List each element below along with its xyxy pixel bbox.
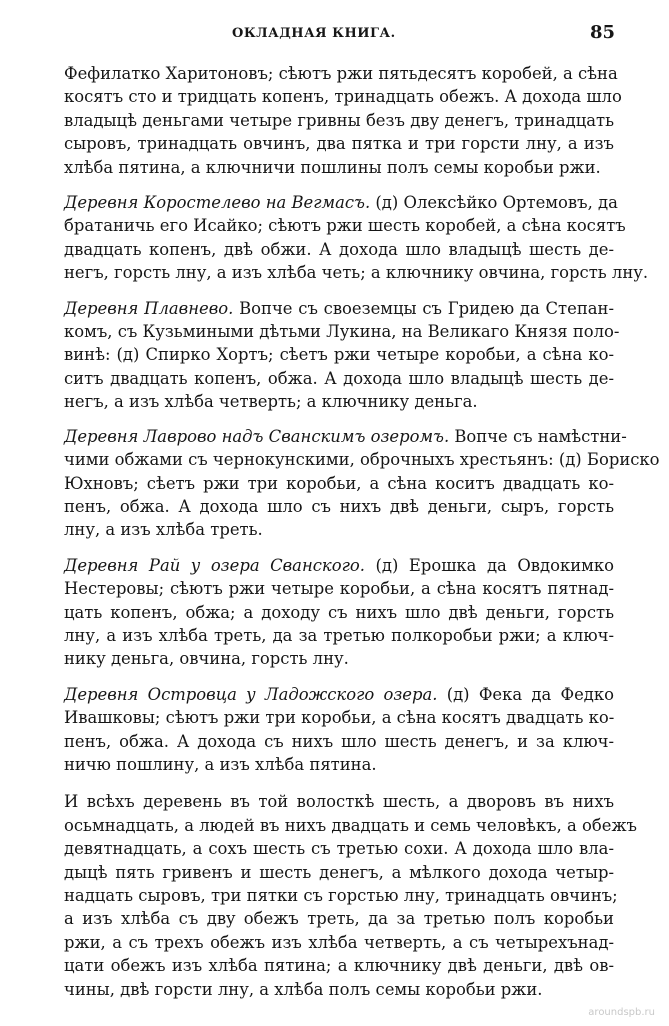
page-header <box>0 22 669 46</box>
paragraph <box>64 790 637 1001</box>
line-text: братаничь его Исайко; сѣютъ ржи шесть коробей, а сѣна косятъ <box>64 216 626 236</box>
text-line <box>64 156 614 179</box>
text-line <box>64 85 622 108</box>
text-line <box>64 706 614 729</box>
line-text: И всѣхъ деревень въ той волосткѣ шесть, а дворовъ въ нихъ <box>64 792 614 812</box>
village-heading: Деревня Коростелево на Вегмасъ. <box>64 193 371 213</box>
text-line <box>64 577 614 600</box>
text-line <box>64 214 626 237</box>
line-text: Нестеровы; сѣютъ ржи четыре коробьи, а сѣна косятъ пятнад- <box>64 579 614 599</box>
line-text: (д) Ерошка да Овдокимко <box>364 555 614 575</box>
text-line <box>64 647 614 670</box>
line-text: двадцать копенъ, двѣ обжи. А дохода шло владыцѣ шесть де- <box>64 239 614 259</box>
line-text: сыровъ, тринадцать овчинъ, два пятка и три горсти лну, а изъ <box>64 134 614 154</box>
line-text: ничю пошлину, а изъ хлѣба пятина. <box>64 754 377 774</box>
line-text: цати обежъ изъ хлѣба пятина; а ключнику двѣ деньги, двѣ ов- <box>64 956 614 976</box>
text-line <box>64 297 614 320</box>
line-text: Вопче съ намѣстни- <box>449 426 627 446</box>
line-text: нику деньга, овчина, горсть лну. <box>64 649 349 669</box>
paragraph <box>64 683 614 777</box>
paragraph <box>64 554 614 671</box>
line-text: владыцѣ деньгами четыре гривны безъ дву денегъ, тринадцать <box>64 110 614 130</box>
text-line <box>64 518 614 541</box>
line-text: (д) Олексѣйко Ортемовъ, да <box>370 193 618 213</box>
text-line <box>64 62 618 85</box>
text-line <box>64 931 614 954</box>
line-text: винѣ: (д) Спирко Хортъ; сѣетъ ржи четыре коробьи, а сѣна ко- <box>64 345 614 365</box>
text-line <box>64 790 614 813</box>
text-line <box>64 884 618 907</box>
village-heading: Деревня Плавнево. <box>64 298 234 318</box>
line-text: хлѣба пятина, а ключничи пошлины полъ семы коробьи ржи. <box>64 157 601 177</box>
watermark: aroundspb.ru <box>588 1007 655 1018</box>
line-text: лну, а изъ хлѣба треть, да за третью полкоробьи ржи; а ключ- <box>64 625 614 645</box>
line-text: чими обжами съ чернокунскими, оброчныхъ хрестьянъ: (д) Бориско <box>64 450 660 470</box>
text-line <box>64 390 614 413</box>
line-text: пенъ, обжа. А дохода шло съ нихъ двѣ деньги, сыръ, горсть <box>64 496 614 516</box>
line-text: дыцѣ пять гривенъ и шесть денегъ, а мѣлкого дохода четыр- <box>64 862 614 882</box>
line-text: Фефилатко Харитоновъ; сѣютъ ржи пятьдесятъ коробей, а сѣна <box>64 64 618 83</box>
body-text <box>64 62 660 1001</box>
text-line <box>64 425 627 448</box>
line-text: надцать сыровъ, три пятки съ горстью лну, тринадцать овчинъ; <box>64 886 618 905</box>
text-line <box>64 320 620 343</box>
text-line <box>64 907 614 930</box>
line-text: комъ, съ Кузьмиными дѣтьми Лукина, на Великаго Князя поло- <box>64 322 620 342</box>
text-line <box>64 554 614 577</box>
page-number: 85 <box>590 22 616 43</box>
line-text: ржи, а съ трехъ обежъ изъ хлѣба четверть, а съ четырехънад- <box>64 932 614 952</box>
line-text: осьмнадцать, а людей въ нихъ двадцать и семь человѣкъ, а обежъ <box>64 815 637 835</box>
text-line <box>64 753 614 776</box>
text-line <box>64 814 637 837</box>
line-text: негъ, а изъ хлѣба четверть; а ключнику деньга. <box>64 392 478 412</box>
text-line <box>64 191 618 214</box>
line-text: косятъ сто и тридцать копенъ, тринадцать обежъ. А дохода шло <box>64 87 622 107</box>
line-text: (д) Фека да Федко <box>437 684 614 704</box>
paragraph <box>64 425 660 542</box>
paragraph <box>64 191 649 285</box>
line-text: девятнадцать, а сохъ шесть съ третью сохи. А дохода шло вла- <box>64 839 614 859</box>
text-line <box>64 624 614 647</box>
text-line <box>64 472 614 495</box>
village-heading: Деревня Рай у озера Сванского. <box>64 555 365 575</box>
line-text: пенъ, обжа. А дохода съ нихъ шло шесть денегъ, и за ключ- <box>64 731 614 751</box>
line-text: Вопче съ своеземцы съ Гридею да Степан- <box>233 298 614 318</box>
line-text: а изъ хлѣба съ двy обежъ треть, да за третью полъ коробьи <box>64 909 614 929</box>
text-line <box>64 343 614 366</box>
text-line <box>64 954 614 977</box>
village-heading: Деревня Лаврово надъ Сванскимъ озеромъ. <box>64 426 450 446</box>
text-line <box>64 132 614 155</box>
village-heading: Деревня Островца у Ладожского озера. <box>64 684 438 704</box>
text-line <box>64 367 614 390</box>
line-text: Ивашковы; сѣютъ ржи три коробьи, а сѣна косятъ двадцать ко- <box>64 708 615 728</box>
text-line <box>64 261 649 284</box>
text-line <box>64 683 614 706</box>
text-line <box>64 861 614 884</box>
line-text: чины, двѣ горсти лну, а хлѣба полъ семы коробьи ржи. <box>64 979 543 999</box>
text-line <box>64 448 660 471</box>
text-line <box>64 109 614 132</box>
line-text: лну, а изъ хлѣба треть. <box>64 520 263 540</box>
line-text: ситъ двадцать копенъ, обжа. А дохода шло владыцѣ шесть де- <box>64 368 614 388</box>
running-title: ОКЛАДНАЯ КНИГА. <box>232 26 396 41</box>
line-text: Юхновъ; сѣетъ ржи три коробьи, а сѣна коситъ двадцать ко- <box>64 473 614 493</box>
paragraph <box>64 62 622 179</box>
text-line <box>64 978 614 1001</box>
text-line <box>64 837 614 860</box>
text-line <box>64 238 614 261</box>
text-line <box>64 495 614 518</box>
text-line <box>64 601 614 624</box>
text-line <box>64 730 614 753</box>
line-text: негъ, горсть лну, а изъ хлѣба четь; а ключнику овчина, горсть лну. <box>64 263 649 283</box>
line-text: цать копенъ, обжа; а доходу съ нихъ шло двѣ деньги, горсть <box>64 602 614 622</box>
paragraph <box>64 297 620 414</box>
